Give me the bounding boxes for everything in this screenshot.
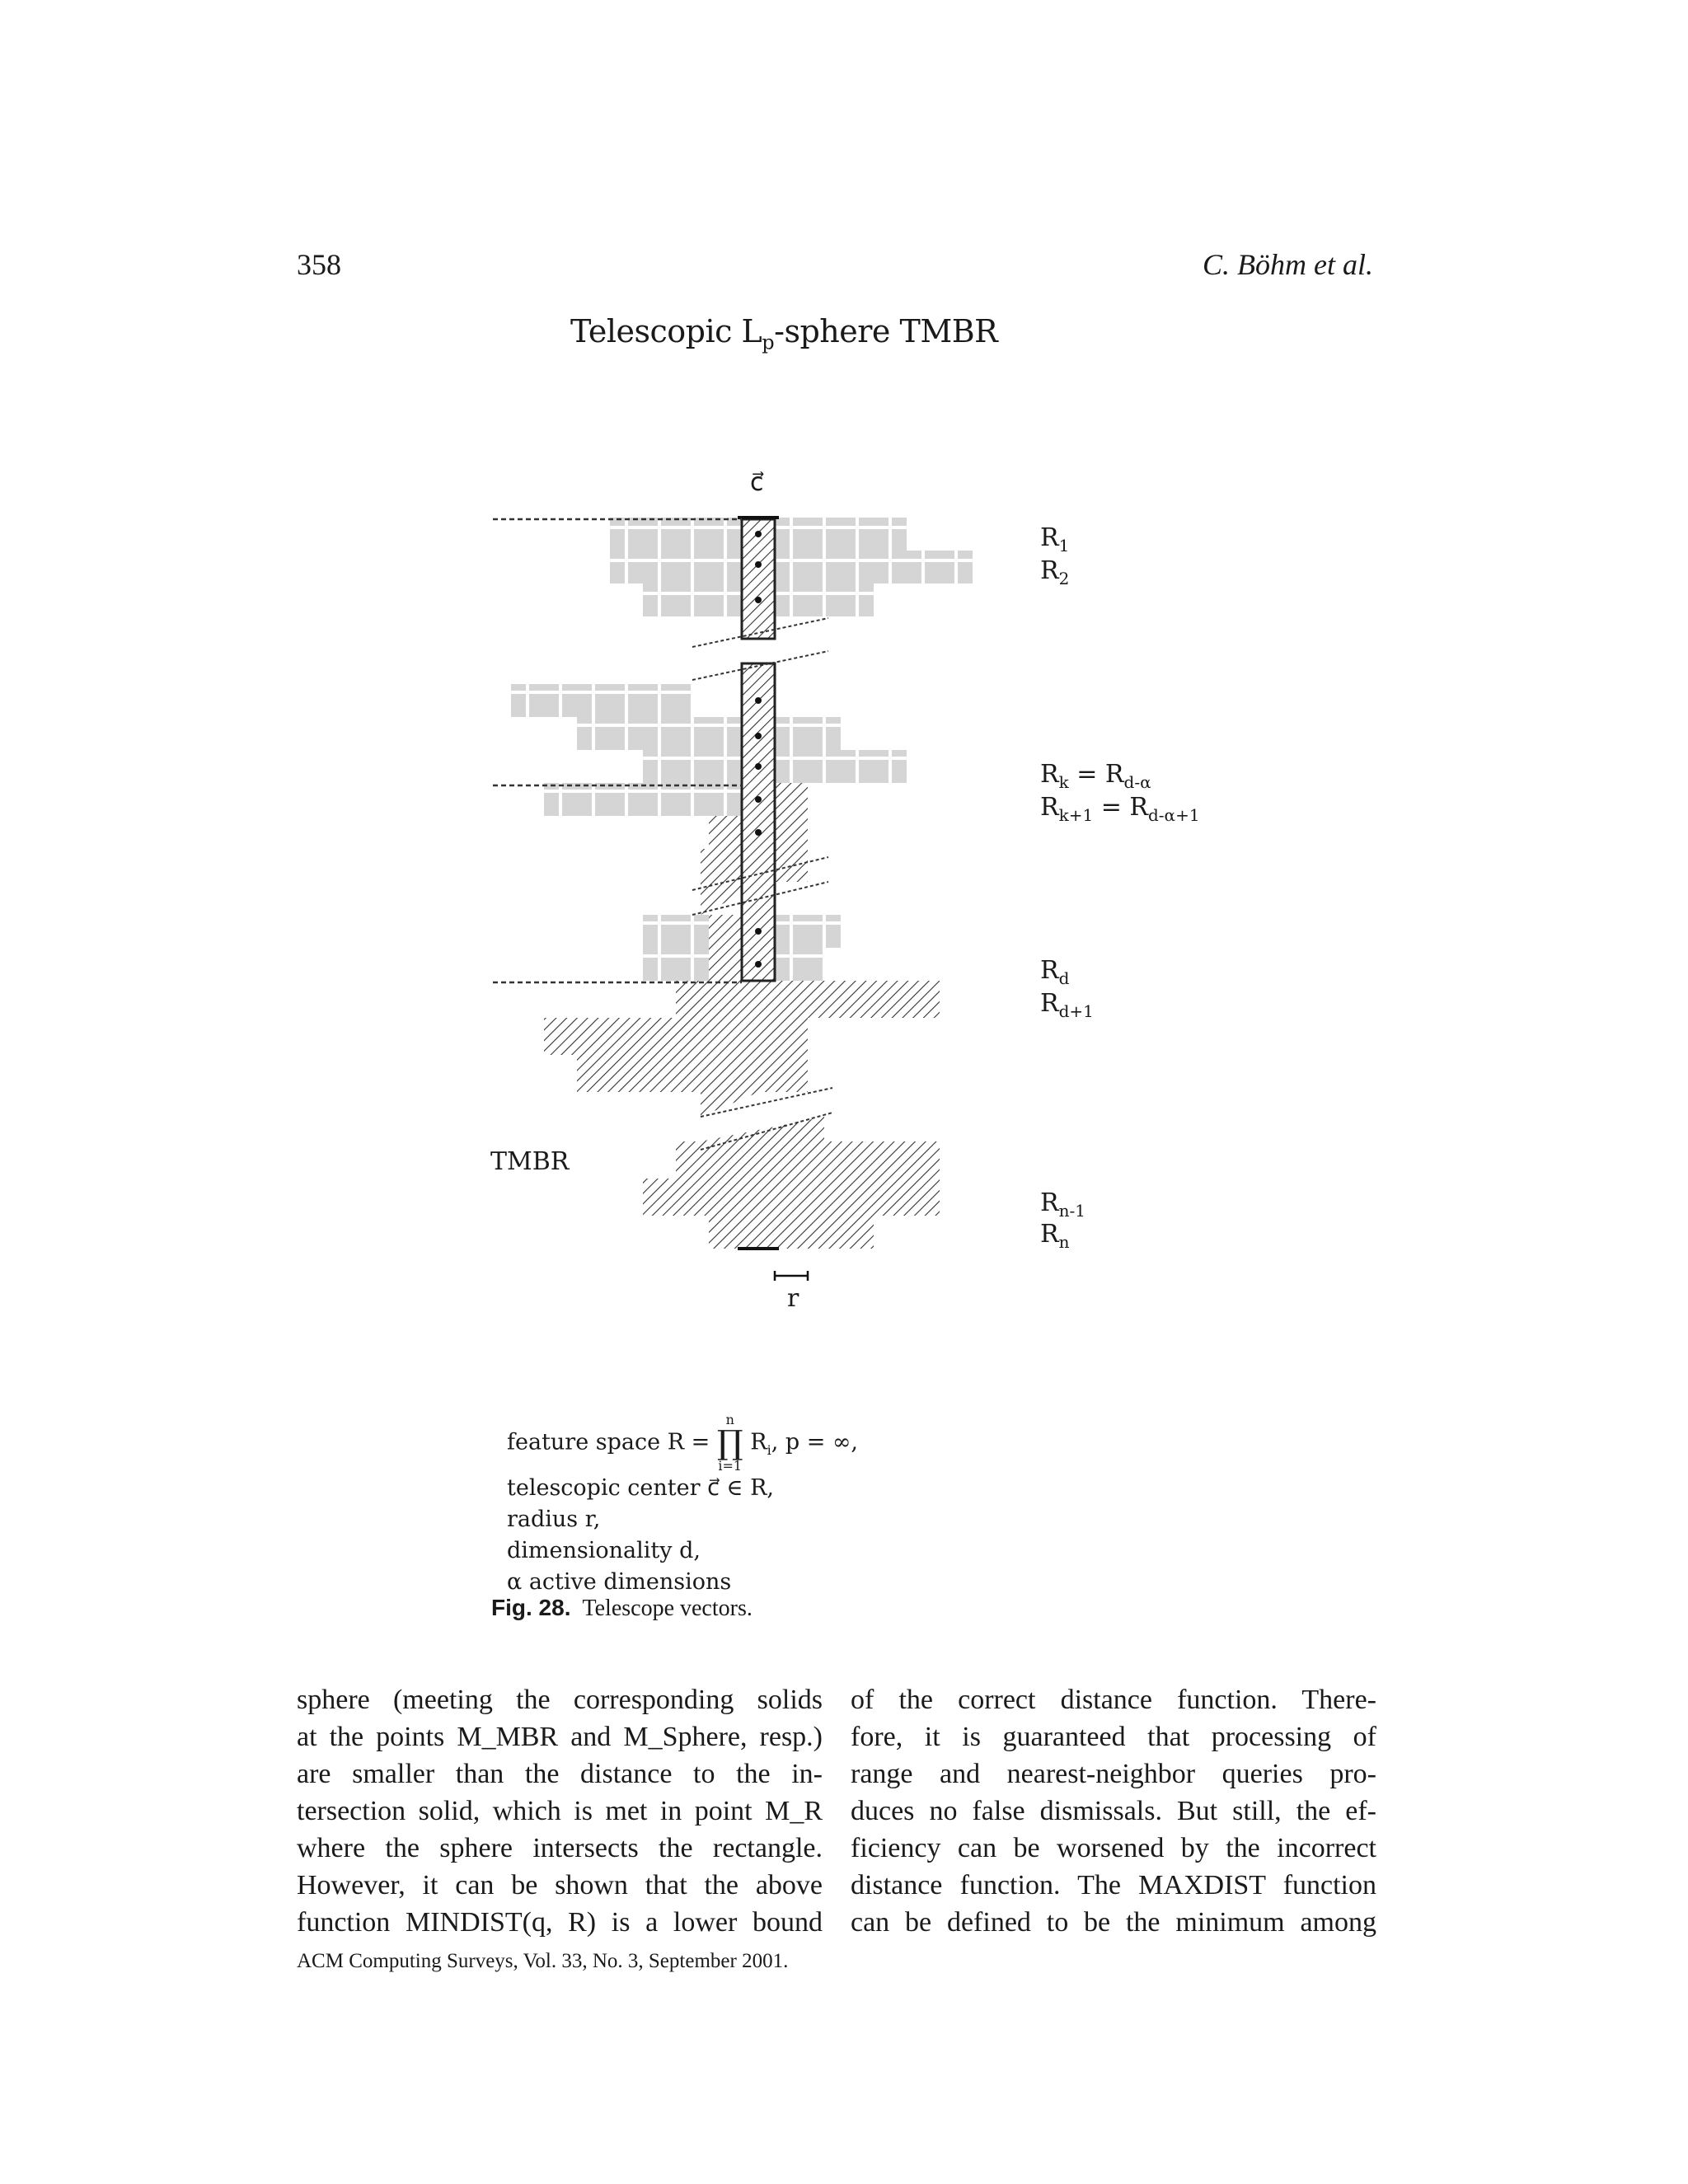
body-column-left bbox=[297, 1681, 823, 1941]
body-line: tersection solid, which is met in point M_R bbox=[297, 1796, 823, 1826]
caption-text: Telescope vectors. bbox=[582, 1596, 753, 1621]
body-line: of the correct distance function. There- bbox=[851, 1685, 1376, 1715]
dim-label-rd: $R_d$ bbox=[1040, 956, 1070, 988]
body-line: duces no false dismissals. But still, the ef- bbox=[851, 1796, 1376, 1826]
figure-title: Telescopic $L_p$-sphere TMBR bbox=[570, 313, 998, 354]
body-line: at the points M_MBR and M_Sphere, resp.) bbox=[297, 1722, 823, 1752]
dim-label-rk1: $R_{k+1} = R_{d-\alpha+1}$ bbox=[1040, 793, 1200, 825]
dim-label-r1: $R_1$ bbox=[1040, 523, 1070, 555]
dim-label-rd1: $R_{d+1}$ bbox=[1040, 989, 1094, 1021]
dim-label-rn: $R_n$ bbox=[1040, 1220, 1070, 1252]
body-line: sphere (meeting the corresponding solids bbox=[297, 1685, 823, 1715]
tmbr-label: TMBR bbox=[490, 1147, 570, 1176]
body-column-right bbox=[851, 1681, 1376, 1941]
body-line: fore, it is guaranteed that processing of bbox=[851, 1722, 1376, 1752]
caption-number: Fig. 28. bbox=[491, 1595, 571, 1620]
running-head-authors: C. Böhm et al. bbox=[1203, 248, 1373, 281]
journal-footer: ACM Computing Surveys, Vol. 33, No. 3, September 2001. bbox=[297, 1950, 789, 1972]
legend-line-dimensionality: dimensionality d, bbox=[507, 1538, 701, 1563]
body-line: range and nearest-neighbor queries pro- bbox=[851, 1759, 1376, 1789]
center-vector-label: c⃗ bbox=[750, 468, 764, 497]
body-line: ficiency can be worsened by the incorrect bbox=[851, 1833, 1376, 1863]
legend-line-active-dims: α active dimensions bbox=[507, 1569, 732, 1595]
legend-line-radius: radius r, bbox=[507, 1507, 601, 1532]
figure-legend bbox=[507, 1413, 858, 1598]
body-line: distance function. The MAXDIST function bbox=[851, 1870, 1376, 1900]
radius-label: r bbox=[787, 1284, 799, 1313]
page-number: 358 bbox=[297, 248, 341, 281]
body-line: where the sphere intersects the rectangle. bbox=[297, 1833, 823, 1863]
dim-label-r2: $R_2$ bbox=[1040, 556, 1070, 588]
dim-label-rn1: $R_{n-1}$ bbox=[1040, 1188, 1085, 1221]
body-line: However, it can be shown that the above bbox=[297, 1870, 823, 1900]
body-line: can be defined to be the minimum among bbox=[851, 1907, 1376, 1938]
radius-scale-bar bbox=[775, 1271, 808, 1281]
legend-line-center: telescopic center c⃗ ∈ R, bbox=[507, 1475, 775, 1501]
legend-line-feature-space: feature space R = n ∏ i=1 $R_i$, p = ∞, bbox=[507, 1412, 859, 1474]
body-line: are smaller than the distance to the in- bbox=[297, 1759, 823, 1789]
dim-label-rk: $R_k = R_{d-\alpha}$ bbox=[1040, 760, 1151, 792]
body-line: function MINDIST(q, R) is a lower bound bbox=[297, 1907, 823, 1938]
figure-caption bbox=[491, 1595, 753, 1622]
